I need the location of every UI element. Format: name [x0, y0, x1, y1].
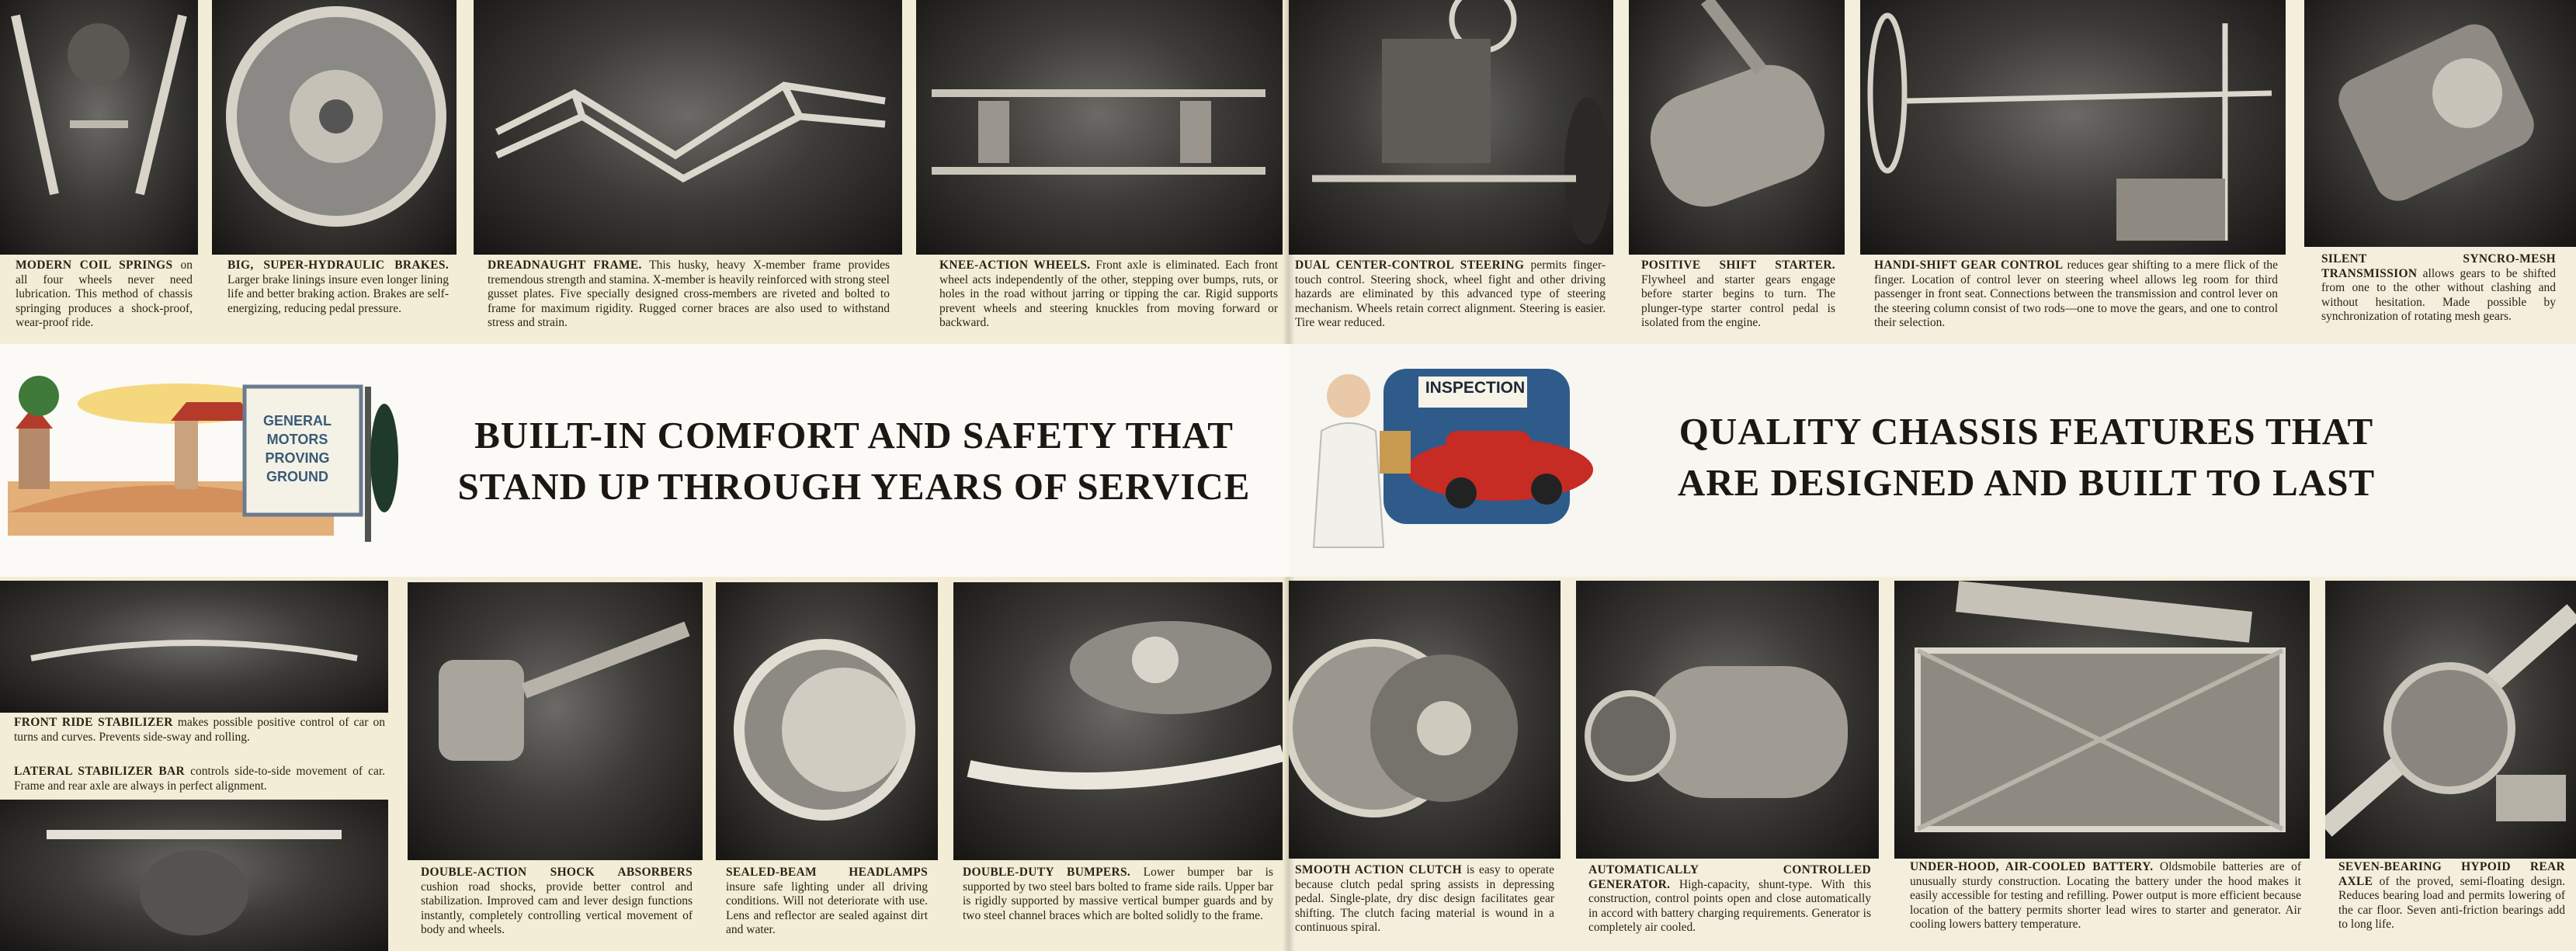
left-headline	[427, 410, 1281, 512]
caption-title: SEALED-BEAM HEADLAMPS	[726, 866, 928, 879]
caption-body: is easy to operate because clutch pedal spring assists in depressing pedal. Single-plate, dry disc design facilitates gear shifting. The clutch facing material is wound in a continuous spiral.	[1295, 863, 1554, 934]
caption-title: SEVEN-BEARING HYPOID REAR AXLE	[2338, 860, 2565, 888]
caption-rear-axle	[2338, 860, 2565, 932]
photo-battery	[1894, 581, 2310, 859]
photo-generator	[1576, 581, 1879, 859]
caption-title: BIG, SUPER-HYDRAULIC BRAKES.	[227, 259, 449, 272]
caption-title: HANDI-SHIFT GEAR CONTROL	[1874, 259, 2064, 272]
caption-title: LATERAL STABILIZER BAR	[14, 765, 186, 778]
sign-text	[247, 411, 348, 486]
caption-lateral-stabilizer	[14, 765, 385, 793]
caption-starter	[1641, 259, 1835, 331]
caption-title: KNEE-ACTION WHEELS.	[939, 259, 1091, 272]
caption-title: DOUBLE-DUTY BUMPERS.	[963, 866, 1131, 879]
photo-front-stabilizer	[0, 581, 388, 713]
caption-body: Oldsmobile batteries are of unusually sturdy construction. Locating the battery under the hood makes it easily accessible for testing and refilling. Power output is more efficient because location of the battery permits shorter lead wires to starter and generator. Air cooling lowers battery temperature.	[1910, 860, 2302, 931]
caption-body: Larger brake linings insure even longer lining life and better braking action. Brakes are self-energizing, reducing pedal pressure.	[227, 272, 449, 315]
headline-line: BUILT-IN COMFORT AND SAFETY THAT	[474, 414, 1234, 456]
photo-headlamps	[716, 582, 938, 860]
inspection-sign-text: INSPECTION	[1425, 379, 1526, 397]
caption-title: SMOOTH ACTION CLUTCH	[1295, 863, 1462, 876]
caption-frame	[488, 259, 890, 331]
photo-bumpers	[953, 582, 1283, 860]
caption-title: POSITIVE SHIFT STARTER.	[1641, 259, 1835, 272]
caption-title: DUAL CENTER-CONTROL STEERING	[1295, 259, 1525, 272]
photo-knee-action	[916, 0, 1283, 255]
sign-line: GENERAL	[262, 413, 332, 429]
photo-gear-control	[1860, 0, 2286, 255]
caption-body: allows gears to be shifted from one to the other without clashing and without hesitation. Made possible by synchronization of rotating mesh gears.	[2321, 266, 2556, 323]
caption-coil-springs	[16, 259, 193, 331]
sign-line: GROUND	[266, 469, 328, 484]
caption-title: AUTOMATICALLY CONTROLLED GENERATOR.	[1588, 863, 1871, 891]
caption-headlamps	[726, 866, 928, 938]
headline-line: STAND UP THROUGH YEARS OF SERVICE	[457, 465, 1251, 508]
photo-clutch	[1289, 581, 1561, 859]
caption-body: reduces gear shifting to a mere flick of the finger. Location of control lever on steering wheel allows leg room for third passenger in front seat. Connections between the transmission and control lever on the steering column consist of two rods—one to move the gears, and one to control their selection.	[1874, 259, 2279, 329]
caption-gear-control	[1874, 259, 2278, 331]
caption-body: makes possible positive control of car on turns and curves. Prevents side-sway and rolling.	[14, 716, 385, 744]
photo-coil-springs	[0, 0, 198, 255]
photo-brakes	[212, 0, 457, 255]
caption-shock-absorbers	[421, 866, 693, 938]
photo-rear-axle	[2325, 581, 2576, 859]
sign-line: PROVING	[265, 450, 330, 466]
caption-body: permits finger-touch control. Steering shock, wheel fight and other driving hazards are eliminated by this advanced type of steering mechanism. Wheels retain correct alignment. Steering is easier. Tire wear reduced.	[1295, 259, 1606, 329]
caption-syncro-mesh	[2321, 252, 2556, 325]
caption-clutch	[1295, 863, 1554, 935]
caption-front-stabilizer	[14, 716, 385, 744]
photo-syncro-mesh	[2304, 0, 2576, 247]
caption-steering	[1295, 259, 1606, 331]
photo-frame	[474, 0, 902, 255]
photo-shock-absorbers	[408, 582, 703, 860]
caption-body: controls side-to-side movement of car. Frame and rear axle are always in perfect alignment.	[14, 765, 386, 793]
photo-lateral-bar	[0, 800, 388, 951]
caption-body: cushion road shocks, provide better control and stabilization. Improved cam and lever design functions instantly, completely controlling vertical movement of body and wheels.	[421, 880, 693, 936]
caption-bumpers	[963, 866, 1273, 923]
caption-body: Front axle is eliminated. Each front wheel acts independently of the other, stepping over bumps, ruts, or holes in the road without jarring or tipping the car. Rigid supports prevent wheels and steering knuckles from moving forward or backward.	[939, 259, 1279, 329]
right-headline	[1630, 406, 2422, 508]
caption-body: This husky, heavy X-member frame provides tremendous strength and stamina. X-member is heavily reinforced with strong steel gusset plates. Five specially designed cross-members are riveted and bolted to frame for maximum rigidity. Rugged corner braces are also used to withstand stress and strain.	[488, 259, 890, 329]
caption-body: High-capacity, shunt-type. With this construction, control points open and close automatically in accord with battery charging requirements. Generator is completely air cooled.	[1588, 877, 1871, 934]
caption-body: insure safe lighting under all driving conditions. Will not deteriorate with use. Lens and reflector are sealed against dirt and water.	[726, 880, 928, 936]
caption-brakes	[227, 259, 449, 316]
caption-battery	[1910, 860, 2301, 932]
caption-body: on all four wheels never need lubrication. This method of chassis springing produces a shock-proof, wear-proof ride.	[16, 259, 193, 329]
caption-title: DOUBLE-ACTION SHOCK ABSORBERS	[421, 866, 693, 879]
caption-title: UNDER-HOOD, AIR-COOLED BATTERY.	[1910, 860, 2154, 873]
caption-title: FRONT RIDE STABILIZER	[14, 716, 173, 729]
caption-title: MODERN COIL SPRINGS	[16, 259, 173, 272]
inspection-sign	[1421, 379, 1529, 397]
caption-body: Flywheel and starter gears engage before starter begins to turn. The plunger-type starter control pedal is isolated from the engine.	[1641, 272, 1835, 329]
headline-line: QUALITY CHASSIS FEATURES THAT	[1679, 410, 2374, 453]
caption-body: Lower bumper bar is supported by two steel bars bolted to frame side rails. Upper bar is rigidly supported by massive vertical bumper guards and by two steel channel braces which are bolted solidly to the frame.	[963, 866, 1274, 922]
headline-line: ARE DESIGNED AND BUILT TO LAST	[1677, 461, 2376, 504]
caption-title: DREADNAUGHT FRAME.	[488, 259, 642, 272]
photo-steering	[1289, 0, 1613, 255]
sign-line: MOTORS	[266, 432, 328, 447]
caption-title: SILENT SYNCRO-MESH TRANSMISSION	[2321, 252, 2556, 280]
photo-starter	[1629, 0, 1845, 255]
caption-generator	[1588, 863, 1871, 935]
caption-knee-action	[939, 259, 1278, 331]
caption-body: of the proved, semi-floating design. Reduces bearing load and permits lowering of the car floor. Seven anti-friction bearings add to long life.	[2338, 874, 2566, 931]
